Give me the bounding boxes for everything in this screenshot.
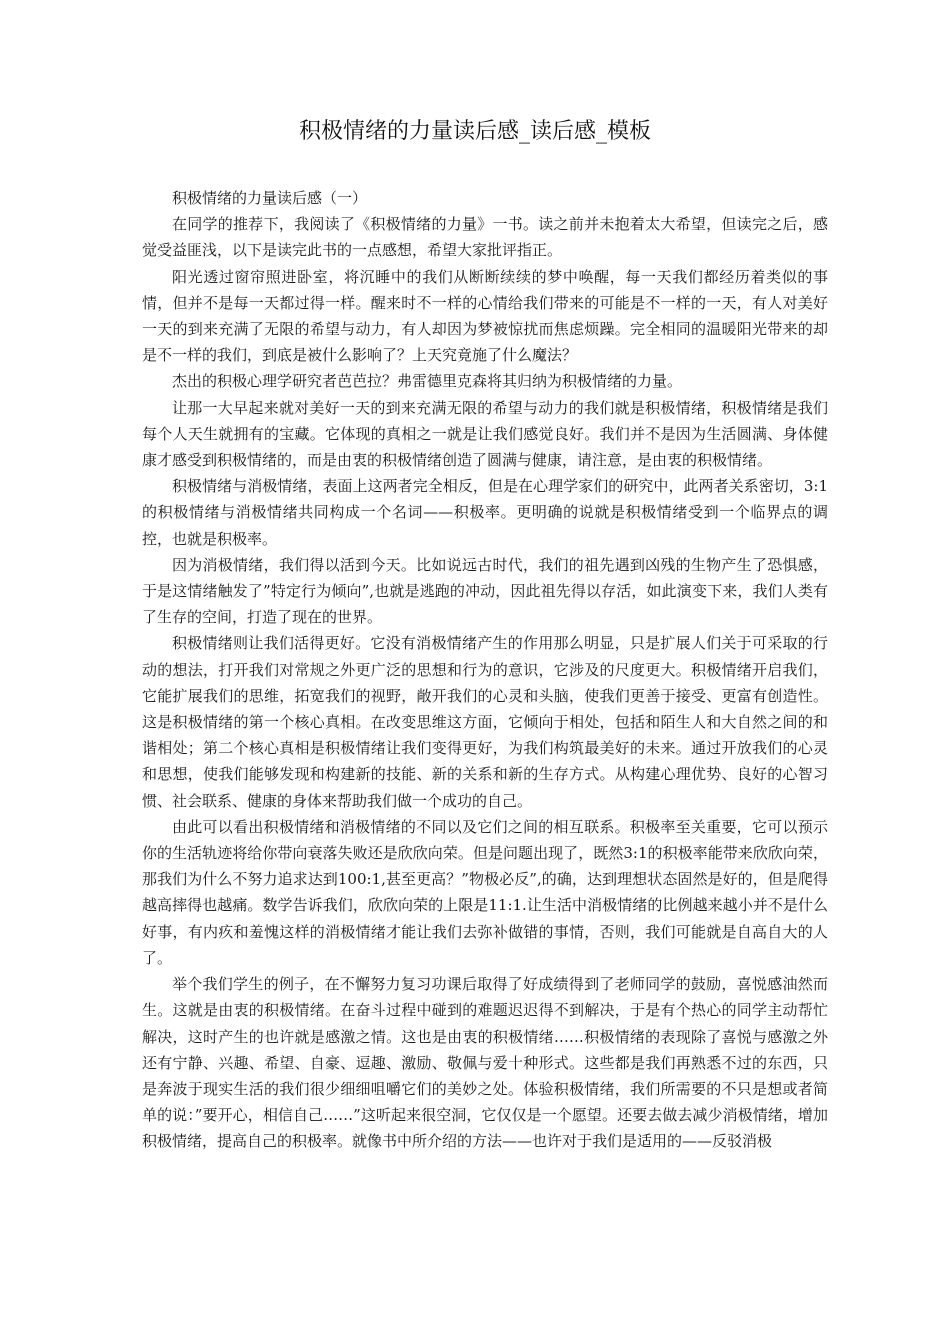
paragraph: 阳光透过窗帘照进卧室，将沉睡中的我们从断断续续的梦中唤醒，每一天我们都经历着类似的事情，但并不是每一天都过得一样。醒来时不一样的心情给我们带来的可能是不一样的一天，有人对美好一天的到来充满了无限的希望与动力，有人却因为梦被惊扰而焦虑烦躁。完全相同的温暖阳光带来的却是不一样的我们，到底是被什么影响了？上天究竟施了什么魔法？ bbox=[142, 267, 828, 365]
paragraph: 积极情绪与消极情绪，表面上这两者完全相反，但是在心理学家们的研究中，此两者关系密切，3:1的积极情绪与消极情绪共同构成一个名词——积极率。更明确的说就是积极情绪受到一个临界点的调控，也就是积极率。 bbox=[142, 477, 828, 548]
document-body bbox=[142, 185, 828, 1155]
paragraph: 因为消极情绪，我们得以活到今天。比如说远古时代，我们的祖先遇到凶残的生物产生了恐惧感，于是这情绪触发了”特定行为倾向”,也就是逃跑的冲动，因此祖先得以存活，如此演变下来，我们人类有了生存的空间，打造了现在的世界。 bbox=[142, 555, 828, 627]
section-heading: 积极情绪的力量读后感（一） bbox=[172, 189, 368, 207]
paragraph: 在同学的推荐下，我阅读了《积极情绪的力量》一书。读之前并未抱着太大希望，但读完之后，感觉受益匪浅，以下是读完此书的一点感想，希望大家批评指正。 bbox=[142, 215, 828, 260]
paragraph: 积极情绪则让我们活得更好。它没有消极情绪产生的作用那么明显，只是扩展人们关于可采取的行动的想法，打开我们对常规之外更广泛的思想和行为的意识，它涉及的尺度更大。积极情绪开启我们，它能扩展我们的思维，拓宽我们的视野，敞开我们的心灵和头脑，使我们更善于接受、更富有创造性。这是积极情绪的第一个核心真相。在改变思维这方面，它倾向于相处，包括和陌生人和大自然之间的和谐相处；第二个核心真相是积极情绪让我们变得更好，为我们构筑最美好的未来。通过开放我们的心灵和思想，使我们能够发现和构建新的技能、新的关系和新的生存方式。从构建心理优势、良好的心智习惯、社会联系、健康的身体来帮助我们做一个成功的自己。 bbox=[142, 634, 828, 810]
paragraph: 举个我们学生的例子，在不懈努力复习功课后取得了好成绩得到了老师同学的鼓励，喜悦感油然而生。这就是由衷的积极情绪。在奋斗过程中碰到的难题迟迟得不到解决，于是有个热心的同学主动帮忙解决，这时产生的也许就是感激之情。这也是由衷的积极情绪……积极情绪的表现除了喜悦与感激之外还有宁静、兴趣、希望、自豪、逗趣、激励、敬佩与爱十种形式。这些都是我们再熟悉不过的东西，只是奔波于现实生活的我们很少细细咀嚼它们的美妙之处。体验积极情绪，我们所需要的不只是想或者简单的说：”要开心，相信自己……”这听起来很空洞，它仅仅是一个愿望。还要去做去减少消极情绪，增加积极情绪，提高自己的积极率。就像书中所介绍的方法——也许对于我们是适用的——反驳消极 bbox=[142, 975, 828, 1151]
paragraph: 由此可以看出积极情绪和消极情绪的不同以及它们之间的相互联系。积极率至关重要，它可以预示你的生活轨迹将给你带向衰落失败还是欣欣向荣。但是问题出现了，既然3:1的积极率能带来欣欣向荣，那我们为什么不努力追求达到100:1,甚至更高？”物极必反”,的确，达到理想状态固然是好的，但是爬得越高摔得也越痛。数学告诉我们，欣欣向荣的上限是11:1.让生活中消极情绪的比例越来越小并不是什么好事，有内疚和羞愧这样的消极情绪才能让我们去弥补做错的事情，否则，我们可能就是自高自大的人了。 bbox=[142, 817, 828, 967]
paragraph: 让那一大早起来就对美好一天的到来充满无限的希望与动力的我们就是积极情绪，积极情绪是我们每个人天生就拥有的宝藏。它体现的真相之一就是让我们感觉良好。我们并不是因为生活圆满、身体健康才感受到积极情绪的，而是由衷的积极情绪创造了圆满与健康，请注意，是由衷的积极情绪。 bbox=[142, 398, 828, 470]
paragraph: 杰出的积极心理学研究者芭芭拉？弗雷德里克森将其归纳为积极情绪的力量。 bbox=[172, 372, 683, 391]
document-title: 积极情绪的力量读后感_读后感_模板 bbox=[298, 119, 651, 144]
